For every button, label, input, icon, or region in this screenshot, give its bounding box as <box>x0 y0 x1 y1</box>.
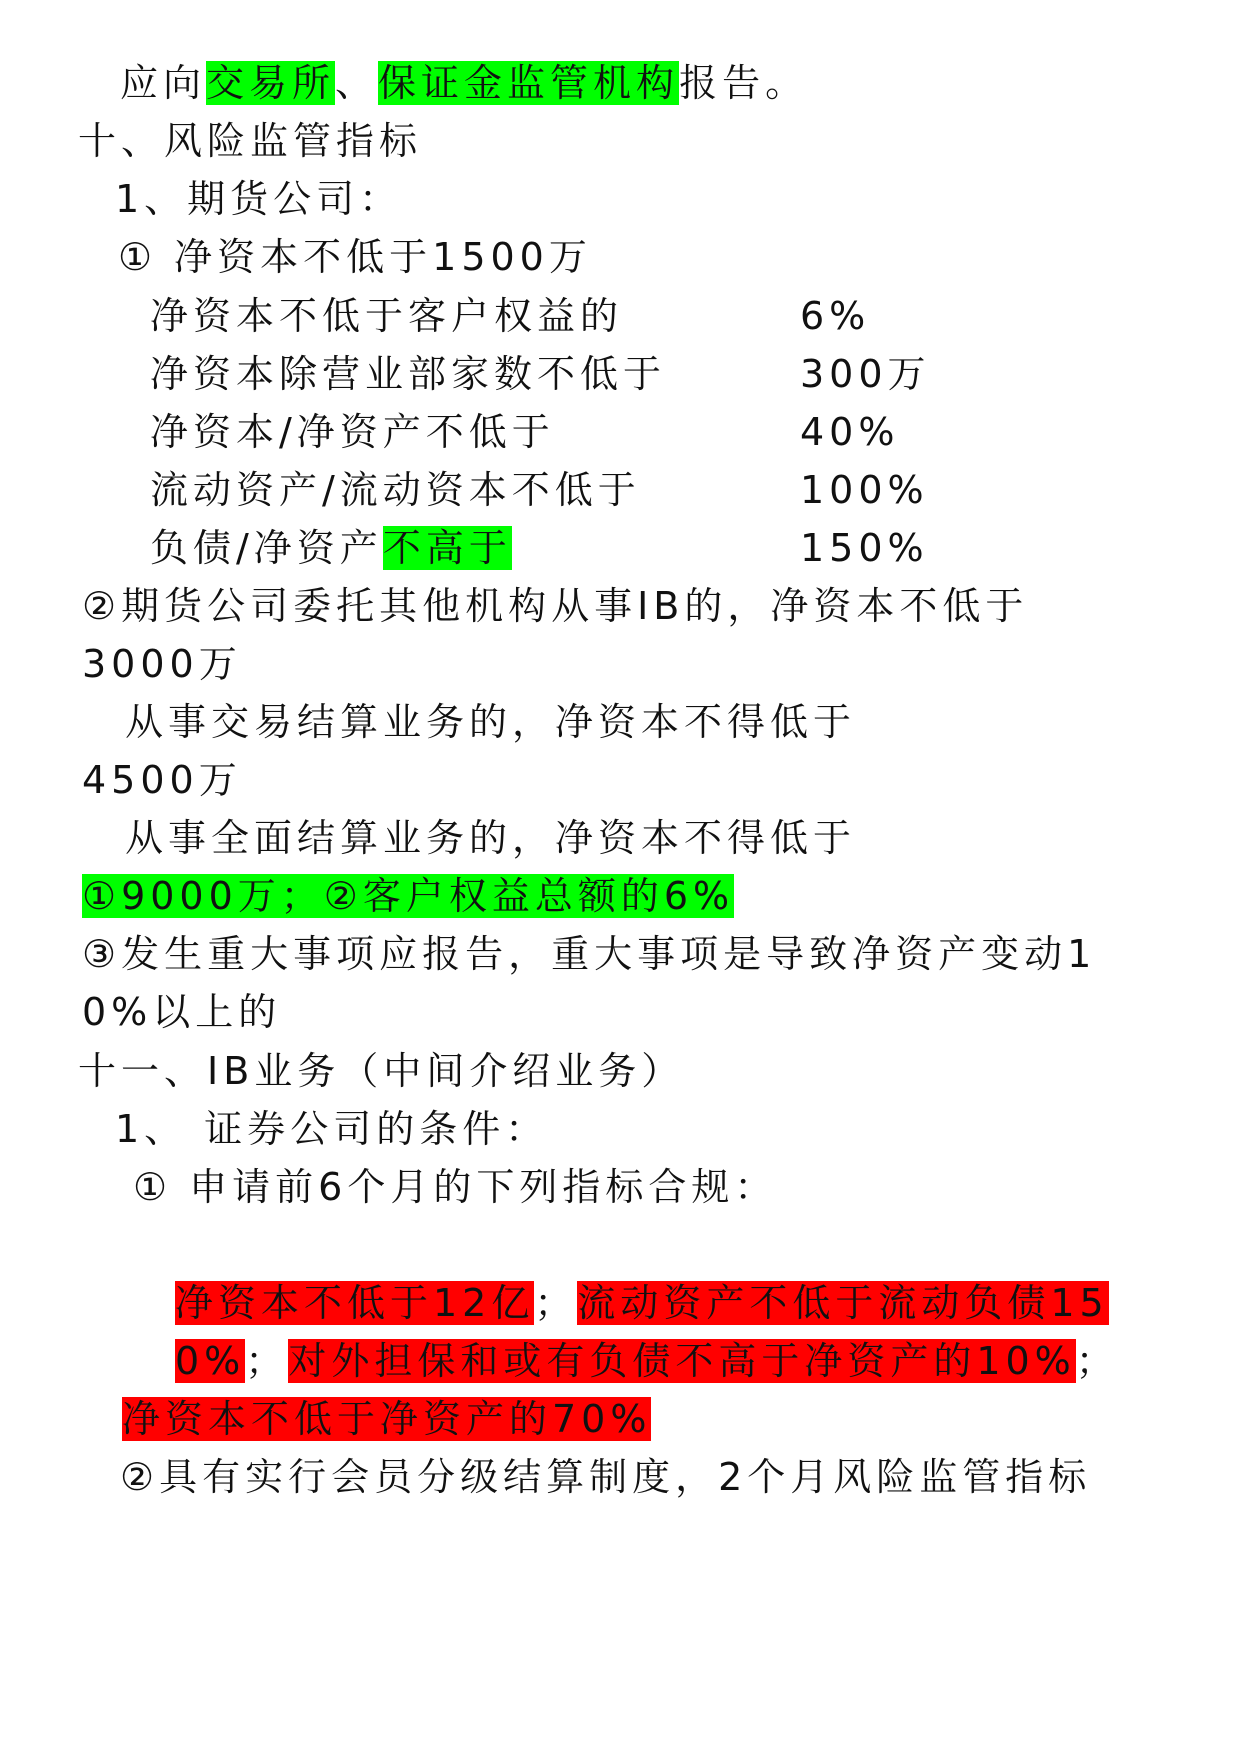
section-heading-10: 十、风险监管指标 <box>78 119 423 163</box>
trade-settlement-value: 4500万 <box>82 758 242 802</box>
subsection-heading: 1、 证券公司的条件： <box>115 1107 549 1151</box>
item-2: ②期货公司委托其他机构从事IB的，净资本不低于 <box>82 584 1029 628</box>
indicator-label: 负债/净资产 <box>150 526 383 570</box>
indicator-row <box>150 517 1150 579</box>
indicator-label: 净资本不低于客户权益的 <box>150 294 624 338</box>
indicator-value: 150% <box>800 526 929 570</box>
highlight-full-settlement: ①9000万；②客户权益总额的6% <box>82 874 735 918</box>
text: ； <box>534 1281 578 1325</box>
indicator-value: 40% <box>800 410 900 454</box>
indicator-row <box>150 459 1150 521</box>
indicator-value: 6% <box>800 294 871 338</box>
indicator-row <box>150 401 1150 463</box>
highlight-exchange: 交易所 <box>206 61 336 105</box>
highlight-not-higher: 不高于 <box>382 526 512 570</box>
item-1: ① 净资本不低于1500万 <box>118 235 592 279</box>
condition-1: ① 申请前6个月的下列指标合规： <box>133 1165 778 1209</box>
indicator-row <box>150 285 1150 347</box>
indicator-label: 流动资产/流动资本不低于 <box>150 468 641 512</box>
indicator-row <box>150 343 1150 405</box>
section-heading-11: 十一、IB业务（中间介绍业务） <box>78 1049 685 1093</box>
red-highlight-line <box>175 1330 1119 1392</box>
subsection-heading: 1、期货公司： <box>115 177 403 221</box>
indicator-label: 净资本/净资产不低于 <box>150 410 555 454</box>
indicator-label: 净资本除营业部家数不低于 <box>150 352 667 396</box>
indicator-value: 300万 <box>800 352 931 396</box>
trade-settlement-line: 从事交易结算业务的，净资本不得低于 <box>125 700 857 744</box>
text: ； <box>1075 1339 1119 1383</box>
highlight-guarantee: 对外担保和或有负债不高于净资产的10% <box>288 1339 1076 1383</box>
highlight-percent: 0% <box>175 1339 246 1383</box>
red-highlight-line <box>122 1388 651 1450</box>
item-2-cont: 3000万 <box>82 642 242 686</box>
red-highlight-line <box>175 1272 1109 1334</box>
report-line <box>120 52 808 114</box>
item-3: ③发生重大事项应报告，重大事项是导致净资产变动1 <box>82 932 1097 976</box>
full-settlement-value <box>82 865 734 927</box>
full-settlement-line: 从事全面结算业务的，净资本不得低于 <box>125 816 857 860</box>
text: 报告。 <box>679 61 809 105</box>
item-3-cont: 0%以上的 <box>82 990 282 1034</box>
indicator-value: 100% <box>800 468 929 512</box>
highlight-regulator: 保证金监管机构 <box>378 61 680 105</box>
highlight-net-capital: 净资本不低于12亿 <box>175 1281 535 1325</box>
highlight-net-capital-ratio: 净资本不低于净资产的70% <box>122 1397 652 1441</box>
text: 应向 <box>120 61 207 105</box>
text: ； <box>245 1339 289 1383</box>
text: 、 <box>335 61 379 105</box>
highlight-current-assets: 流动资产不低于流动负债15 <box>577 1281 1109 1325</box>
condition-2: ②具有实行会员分级结算制度，2个月风险监管指标 <box>120 1455 1092 1499</box>
